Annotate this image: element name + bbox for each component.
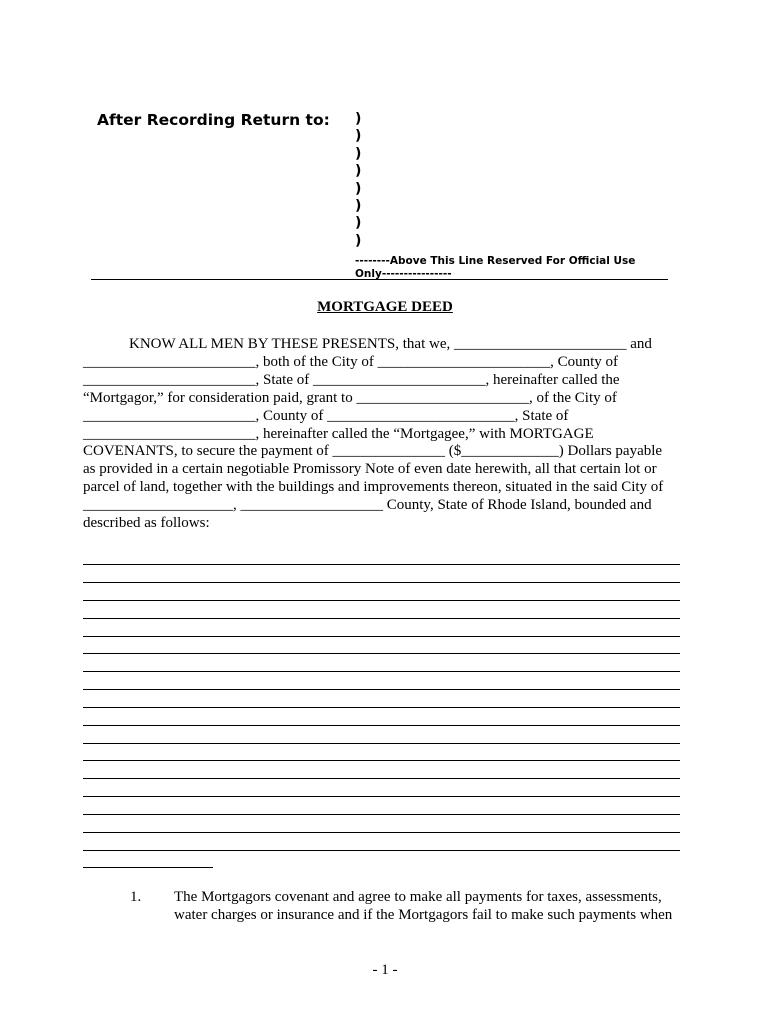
- body-line: KNOW ALL MEN BY THESE PRESENTS, that we, _______________________ and: [129, 336, 652, 352]
- description-blank-line-short: [83, 867, 213, 868]
- description-blank-line: [83, 564, 680, 565]
- paren: ): [355, 180, 362, 197]
- description-blank-line: [83, 671, 680, 672]
- paren: ): [355, 232, 362, 249]
- body-line: described as follows:: [83, 515, 210, 531]
- description-blank-line: [83, 778, 680, 779]
- official-use-note-line: Only----------------: [355, 268, 452, 280]
- description-blank-line: [83, 796, 680, 797]
- body-line: COVENANTS, to secure the payment of _______________ ($_____________) Dollars payable: [83, 443, 663, 459]
- item-text-line: water charges or insurance and if the Mortgagors fail to make such payments when: [174, 907, 673, 923]
- description-blank-line: [83, 653, 680, 654]
- body-line: parcel of land, together with the buildings and improvements thereon, situated in the said City of: [83, 479, 664, 495]
- document-title-text: MORTGAGE DEED: [317, 299, 453, 315]
- item-text-line: The Mortgagors covenant and agree to make all payments for taxes, assessments,: [174, 889, 662, 905]
- body-line: _______________________, hereinafter called the “Mortgagee,” with MORTGAGE: [83, 426, 594, 442]
- item-number: 1.: [130, 889, 142, 905]
- return-label: After Recording Return to:: [97, 111, 330, 129]
- description-blank-line: [83, 618, 680, 619]
- description-blank-line: [83, 636, 680, 637]
- description-blank-line: [83, 760, 680, 761]
- body-line: _______________________, State of _______________________, hereinafter called the: [83, 372, 620, 388]
- description-blank-line: [83, 743, 680, 744]
- recording-address-parens: [355, 111, 361, 250]
- paren: ): [355, 128, 362, 145]
- body-line: ____________________, ___________________ County, State of Rhode Island, bounded and: [83, 497, 652, 513]
- paren: ): [355, 163, 362, 180]
- body-line: _______________________, County of _________________________, State of: [83, 408, 569, 424]
- paren: ): [355, 198, 362, 215]
- description-blank-line: [83, 600, 680, 601]
- body-line: “Mortgagor,” for consideration paid, grant to _______________________, of the City of: [83, 390, 617, 406]
- paren: ): [355, 215, 362, 232]
- description-blank-line: [83, 689, 680, 690]
- body-line: as provided in a certain negotiable Promissory Note of even date herewith, all that certain lot or: [83, 461, 657, 477]
- description-blank-line: [83, 832, 680, 833]
- description-blank-line: [83, 814, 680, 815]
- official-use-note-line: --------Above This Line Reserved For Official Use: [355, 255, 636, 267]
- description-blank-line: [83, 725, 680, 726]
- official-use-note: [355, 255, 640, 281]
- body-line: _______________________, both of the City of _______________________, County of: [83, 354, 618, 370]
- page-number: - 1 -: [372, 962, 398, 978]
- paren: ): [355, 111, 362, 127]
- paren: ): [355, 145, 362, 162]
- header-divider: [91, 279, 668, 280]
- document-title: [0, 299, 770, 316]
- description-blank-line: [83, 707, 680, 708]
- description-blank-line: [83, 850, 680, 851]
- description-blank-line: [83, 582, 680, 583]
